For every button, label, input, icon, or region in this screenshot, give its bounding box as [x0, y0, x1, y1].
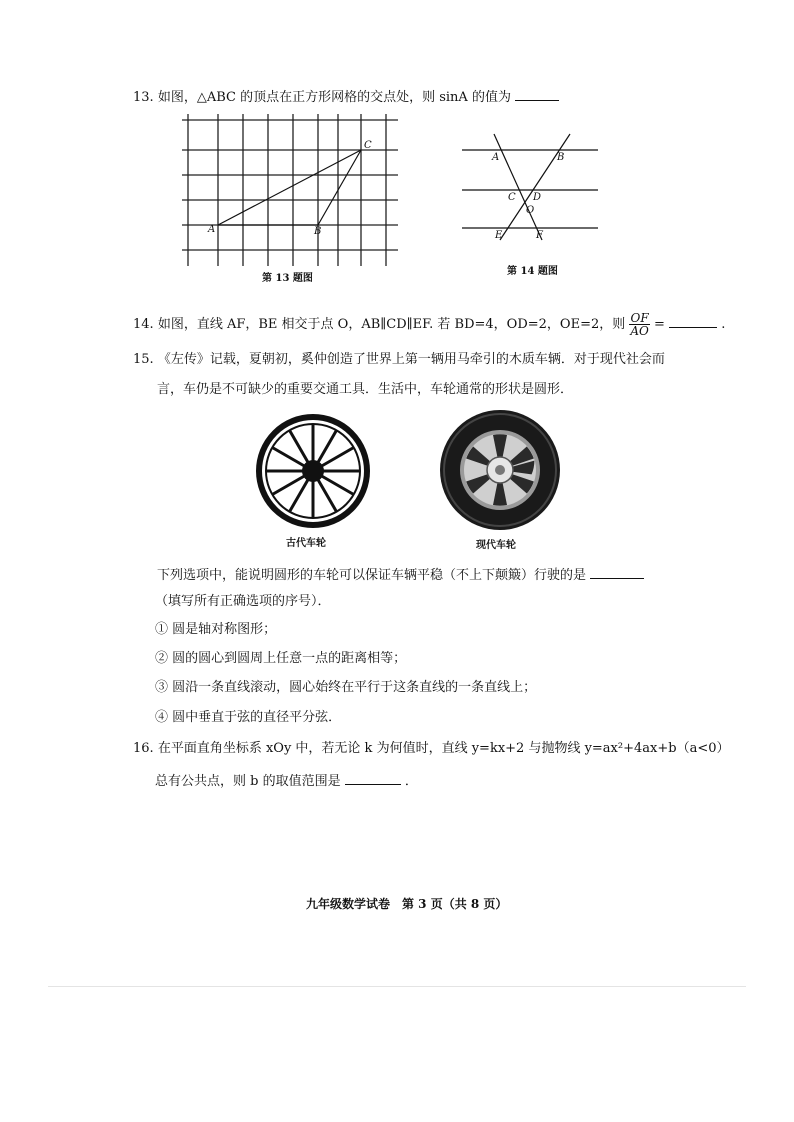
q15-intro-2: 言，车仍是不可缺少的重要交通工具．生活中，车轮通常的形状是圆形．: [157, 382, 574, 397]
q15-option-4: ④ 圆中垂直于弦的直径平分弦．: [155, 710, 342, 725]
q14-end: .: [721, 317, 726, 332]
q14-answer-blank: [669, 315, 717, 328]
q14-fraction-denominator: AO: [630, 324, 649, 338]
q14-fraction-numerator: OF: [630, 311, 649, 325]
q15-question-line1: [157, 566, 644, 584]
q14-label-b: B: [557, 152, 565, 163]
q13-label-a: A: [208, 224, 216, 235]
q15-option-2: ② 圆的圆心到圆周上任意一点的距离相等；: [155, 651, 407, 666]
q13-answer-blank: [515, 88, 559, 101]
q16-text-2: 总有公共点，则 b 的取值范围是: [155, 774, 341, 789]
q15-question-text: 下列选项中，能说明圆形的车轮可以保证车辆平稳（不上下颠簸）行驶的是: [157, 568, 587, 583]
q14-line: [133, 312, 725, 337]
q14-number: 14.: [133, 317, 154, 332]
q14-label-a: A: [492, 152, 500, 163]
q13-number: 13.: [133, 90, 154, 105]
q15-line1: [133, 352, 665, 368]
q13-label-b: B: [314, 226, 322, 237]
q15-answer-blank: [590, 566, 644, 579]
q13-line: [133, 88, 559, 106]
ancient-wheel-image: [254, 412, 372, 530]
q14-label-c: C: [508, 192, 516, 203]
q16-end: ．: [404, 774, 418, 789]
q16-text-1: 在平面直角坐标系 xOy 中，若无论 k 为何值时，直线 y=kx+2 与抛物线 y=ax²+4ax+b（a<0）: [157, 741, 730, 756]
page-footer: 九年级数学试卷 第 3 页（共 8 页）: [306, 897, 508, 911]
q14-equals: =: [654, 317, 665, 332]
q14-text: 如图，直线 AF，BE 相交于点 O，AB∥CD∥EF. 若 BD=4，OD=2，OE=2，则: [157, 317, 626, 332]
q13-caption: 第 13 题图: [262, 273, 313, 284]
q14-label-d: D: [533, 192, 542, 203]
page-edge-divider: [48, 986, 746, 987]
q14-figure-lines: [458, 128, 604, 248]
q13-text: 如图，△ABC 的顶点在正方形网格的交点处，则 sinA 的值为: [157, 90, 511, 105]
q14-label-e: E: [495, 230, 503, 241]
modern-wheel-image: [438, 408, 562, 532]
q15-question-line2: （填写所有正确选项的序号）．: [155, 594, 331, 609]
ancient-wheel-caption: 古代车轮: [286, 538, 326, 549]
q13-label-c: C: [364, 140, 372, 151]
q16-line1: [133, 741, 729, 757]
modern-wheel-caption: 现代车轮: [476, 540, 516, 551]
q14-caption: 第 14 题图: [507, 266, 558, 277]
q15-number: 15.: [133, 352, 154, 367]
q15-option-3: ③ 圆沿一条直线滚动，圆心始终在平行于这条直线的一条直线上；: [155, 680, 537, 695]
q16-answer-blank: [345, 772, 401, 785]
q14-fraction: [629, 312, 650, 337]
q13-figure-grid: [180, 112, 402, 268]
q15-intro-1: 《左传》记载，夏朝初，奚仲创造了世界上第一辆用马牵引的木质车辆．对于现代社会而: [157, 352, 665, 367]
q14-label-o: O: [526, 205, 535, 216]
q15-option-1: ① 圆是轴对称图形；: [155, 622, 277, 637]
q14-label-f: F: [536, 230, 543, 241]
q16-number: 16.: [133, 741, 154, 756]
q16-line2: [155, 772, 418, 790]
